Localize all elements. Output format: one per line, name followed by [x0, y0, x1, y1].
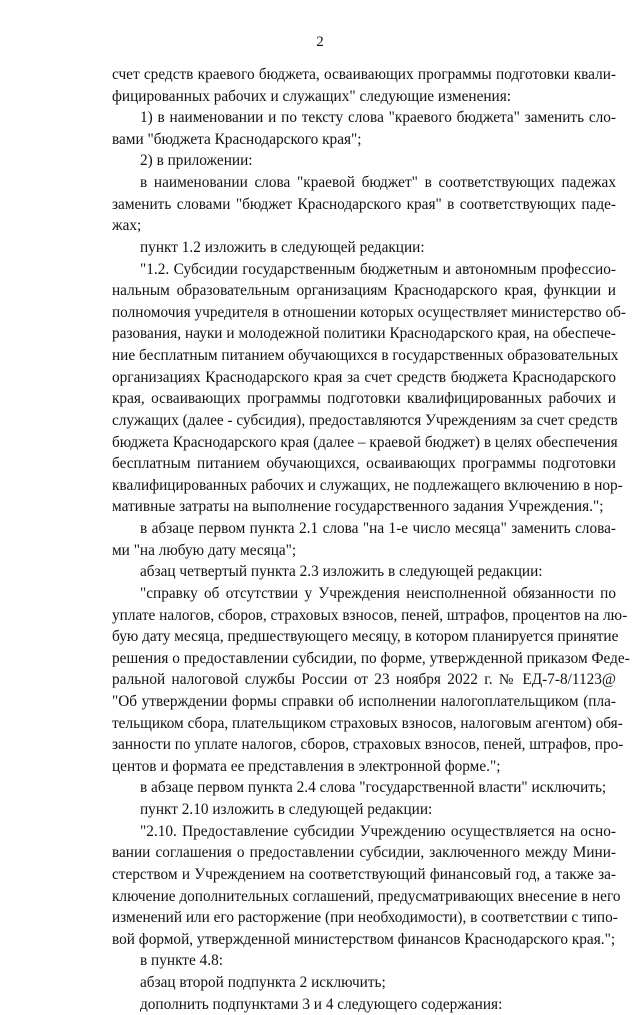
text-line: организациях Краснодарского края за счет средств бюджета Краснодарского [112, 368, 616, 386]
text-line: "1.2. Субсидии государственным бюджетным и автономным профессио- [140, 260, 616, 278]
text-line: ральной налоговой службы России от 23 ноября 2022 г. № ЕД-7-8/1123@ [112, 671, 616, 689]
text-line: вами "бюджета Краснодарского края"; [112, 130, 362, 148]
text-line: служащих (далее - субсидия), предоставляются Учреждениям за счет средств [112, 411, 618, 429]
text-line: занности по уплате налогов, сборов, страховых взносов, пеней, штрафов, про- [112, 736, 624, 754]
text-line: бую дату месяца, предшествующего месяцу, в котором планируется принятие [112, 628, 619, 646]
text-line: уплате налогов, сборов, страховых взносов, пеней, штрафов, процентов на лю- [112, 606, 628, 624]
text-line: заменить словами "бюджет Краснодарского края" в соответствующих паде- [112, 195, 616, 213]
text-line: фицированных рабочих и служащих" следующие изменения: [112, 87, 512, 105]
text-line: абзац второй подпункта 2 исключить; [140, 974, 386, 992]
text-line: вой формой, утвержденной министерством финансов Краснодарского края."; [112, 930, 616, 948]
text-line: счет средств краевого бюджета, осваивающих программы подготовки квали- [112, 66, 616, 83]
text-line: "Об утверждении формы справки об исполнении налогоплательщиком (пла- [112, 692, 616, 710]
text-line: изменений или его расторжение (при необходимости), в соответствии с типо- [112, 909, 618, 927]
text-line: нальным образовательным организациям Краснодарского края, функции и [112, 282, 616, 300]
text-line: дополнить подпунктами 3 и 4 следующего содержания: [140, 995, 503, 1013]
text-line: жах; [112, 217, 142, 235]
text-line: края, осваивающих программы подготовки квалифицированных рабочих и [112, 390, 616, 408]
text-line: 2) в приложении: [140, 152, 253, 170]
text-line: в наименовании слова "краевой бюджет" в соответствующих падежах [140, 174, 616, 192]
text-line: абзац четвертый пункта 2.3 изложить в следующей редакции: [140, 563, 543, 581]
text-line: стерством и Учреждением на соответствующий финансовый год, а также за- [112, 865, 616, 883]
text-line: 1) в наименовании и по тексту слова "краевого бюджета" заменить сло- [140, 109, 616, 127]
text-line: ми "на любую дату месяца"; [112, 541, 297, 559]
page-number: 2 [316, 34, 324, 50]
text-line: пункт 2.10 изложить в следующей редакции: [140, 801, 433, 819]
text-line: тельщиком сбора, плательщиком страховых взносов, налоговым агентом) обя- [112, 714, 623, 732]
text-line: ние бесплатным питанием обучающихся в государственных образовательных [112, 347, 619, 365]
text-line: ключение дополнительных соглашений, предусматривающих внесение в него [112, 887, 621, 905]
text-line: в пункте 4.8: [140, 952, 223, 970]
text-line: "справку об отсутствии у Учреждения неисполненной обязанности по [140, 584, 616, 602]
text-line: пункт 1.2 изложить в следующей редакции: [140, 238, 425, 256]
text-line: решения о предоставлении субсидии, по форме, утвержденной приказом Феде- [112, 649, 630, 667]
text-line: бюджета Краснодарского края (далее – краевой бюджет) в целях обеспечения [112, 433, 618, 451]
text-line: полномочия учредителя в отношении которых осуществляет министерство об- [112, 303, 627, 321]
text-line: бесплатным питанием обучающихся, осваивающих программы подготовки [112, 455, 616, 473]
text-line: в абзаце первом пункта 2.4 слова "государственной власти" исключить; [140, 779, 607, 797]
text-line: вании соглашения о предоставлении субсидии, заключенного между Мини- [112, 844, 616, 862]
text-line: "2.10. Предоставление субсидии Учреждению осуществляется на осно- [140, 822, 616, 840]
text-line: в абзаце первом пункта 2.1 слова "на 1-е число месяца" заменить слова- [140, 520, 616, 538]
text-line: квалифицированных рабочих и служащих, не подлежащего включению в нор- [112, 476, 623, 494]
text-line: мативные затраты на выполнение государственного задания Учреждения."; [112, 498, 604, 516]
text-line: разования, науки и молодежной политики Краснодарского края, на обеспече- [112, 325, 616, 343]
text-line: центов и формата ее представления в электронной форме."; [112, 757, 501, 775]
